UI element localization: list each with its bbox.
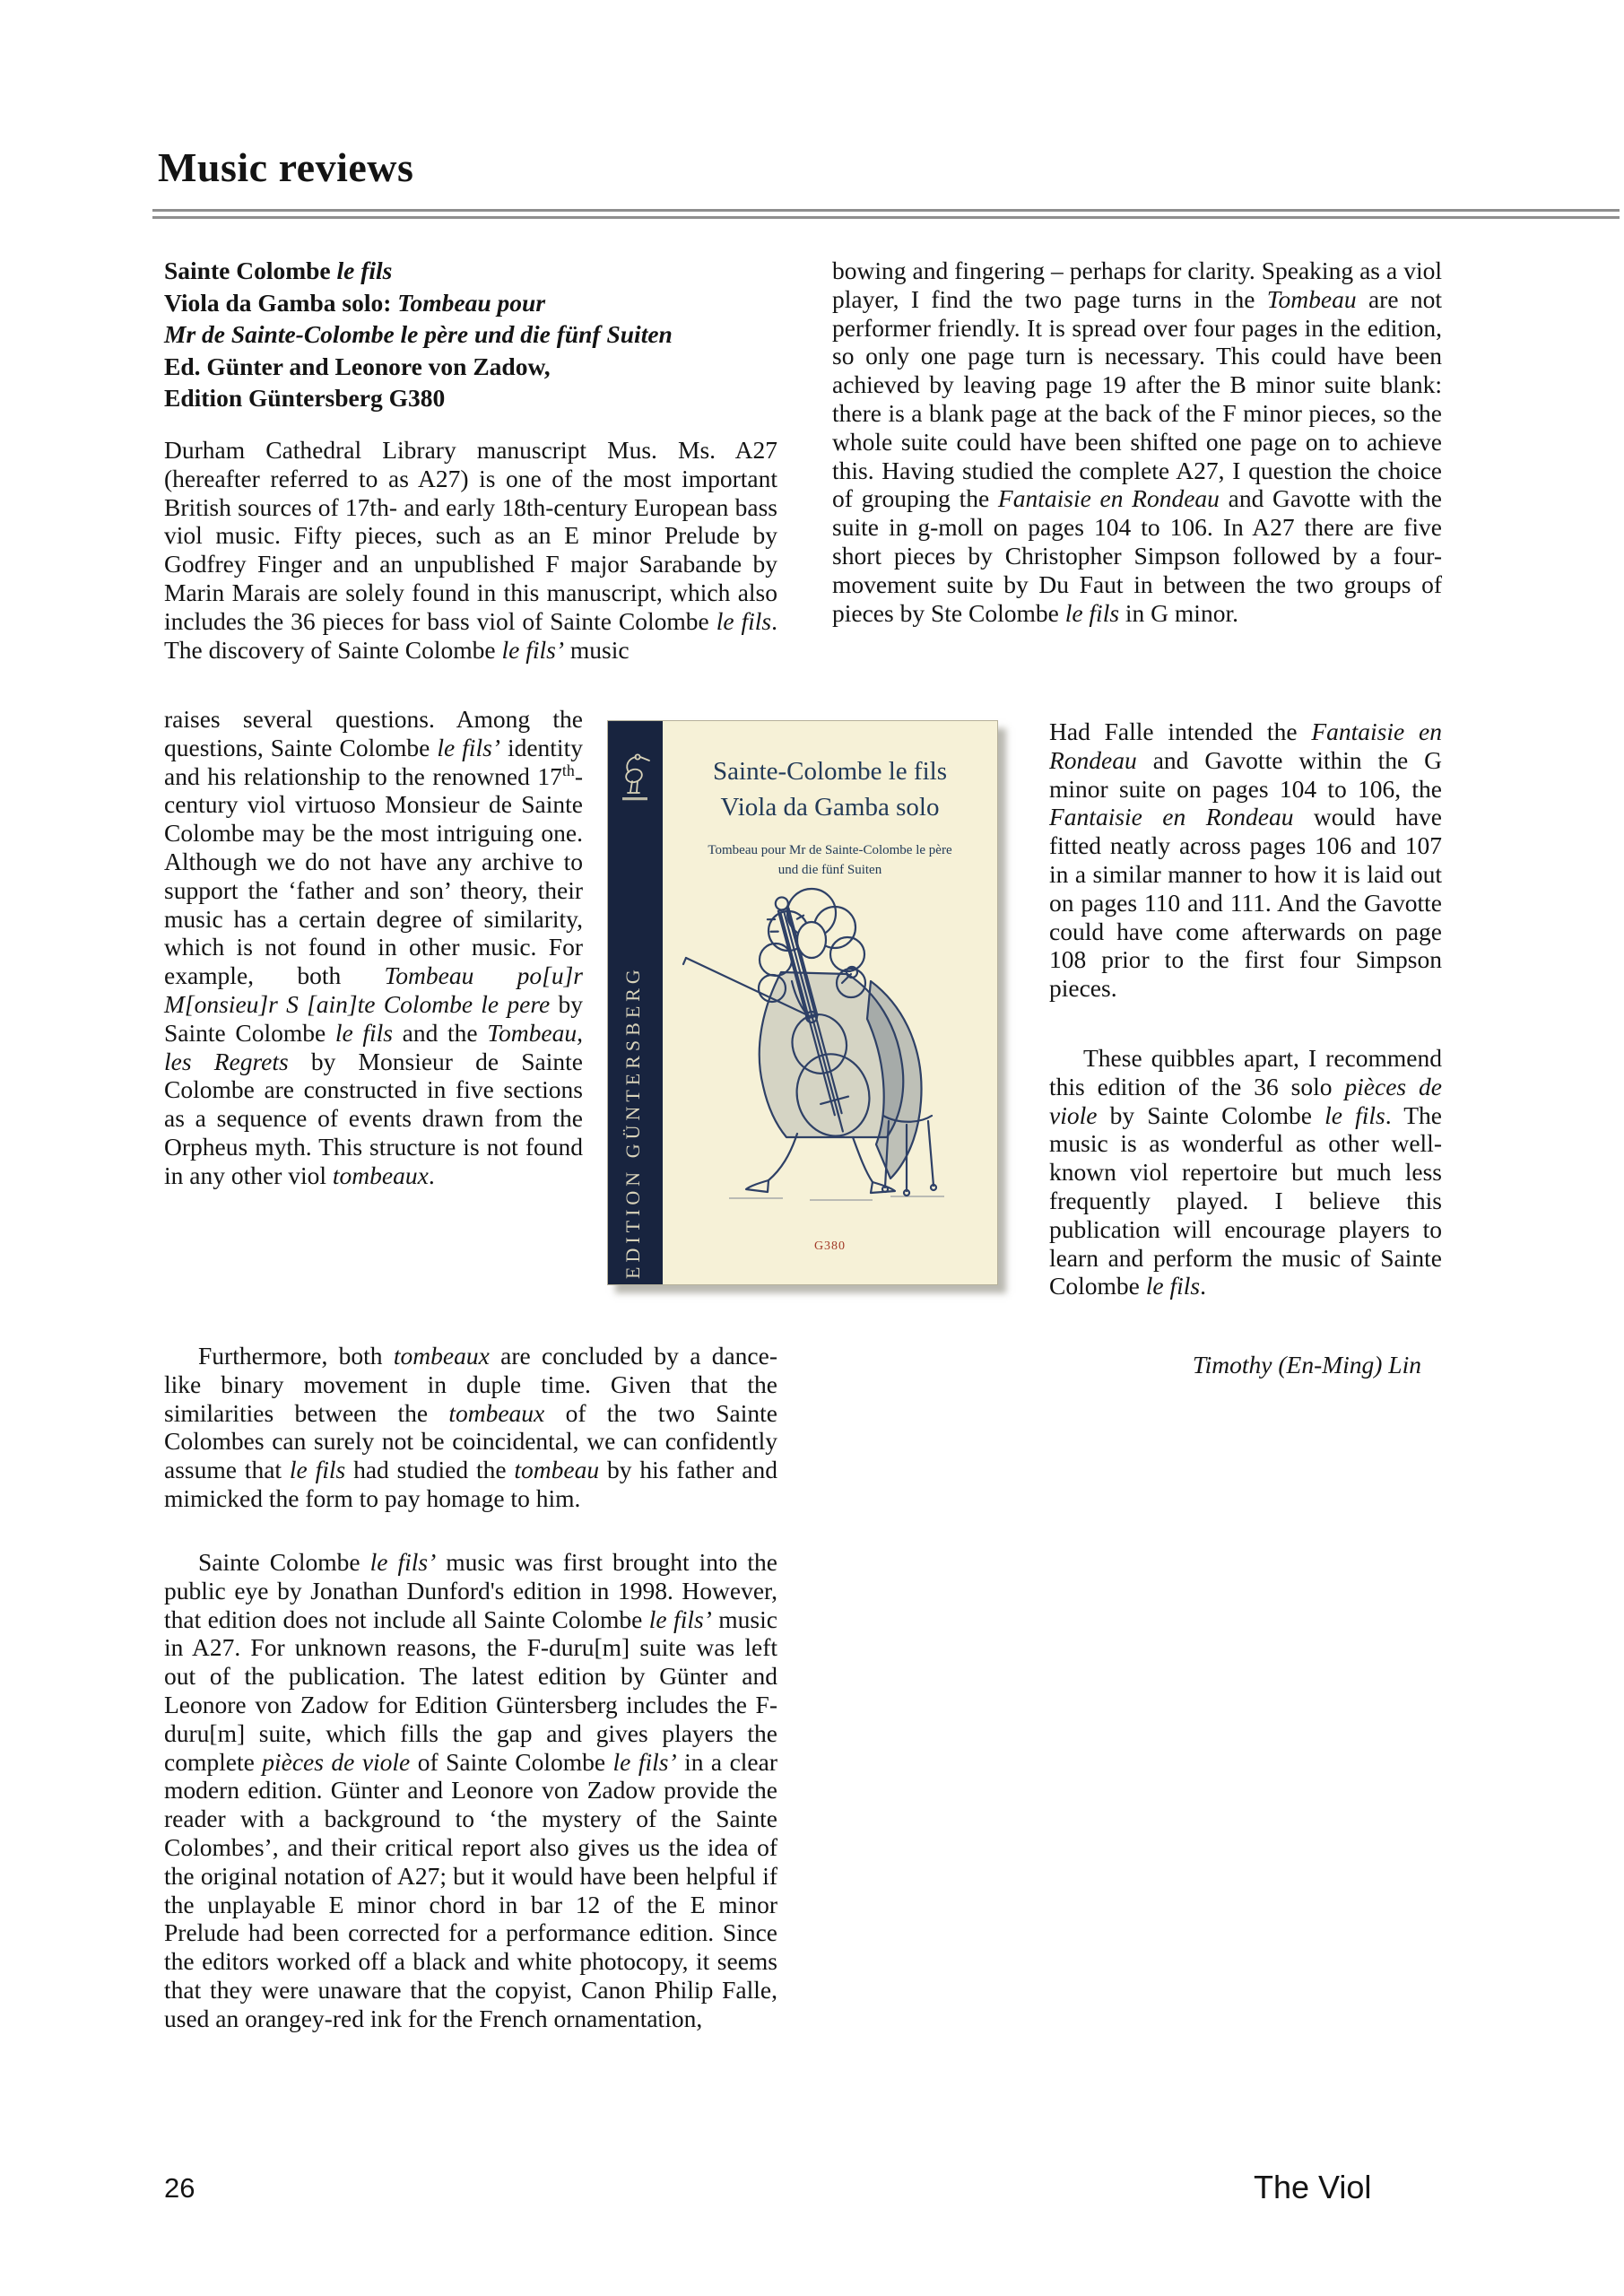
review-paragraph-3: Sainte Colombe le fils’ music was first brought into the public eye by Jonathan Dunford's edition in 1998. However, that edition does not include all Sainte Colombe le fils’ music in A27. For unknown reasons, the F-duru[m] suite was left out of the publication. The latest edition by Günter and Leonore von Zadow for Edition Güntersberg includes the F-duru[m] suite, which fills the gap and gives players the complete pièces de viole of Sainte Colombe le fils’ in a clear modern edition. Günter and Leonore von Zadow provide the reader with a background to ‘the mystery of the Sainte Colombes’, and their critical report also gives us the idea of the original notation of A27; but it would have been helpful if the unplayable E minor chord in bar 12 of the E minor Prelude had been corrected for a performance edition. Since the editors worked off a black and white photocopy, it seems that they were unaware that the copyist, Canon Philip Falle, used an orangey-red ink for the French ornamentation,: [164, 1548, 777, 2032]
review-heading-line: Mr de Sainte-Colombe le père und die fünf Suiten: [164, 320, 673, 348]
cover-spine-band: [608, 721, 663, 1284]
book-cover-image: [607, 720, 998, 1285]
review-heading-line: Viola da Gamba solo: Tombeau pour: [164, 288, 546, 317]
review-heading-line: Edition Güntersberg G380: [164, 384, 446, 412]
viol-player-engraving-icon: [675, 875, 971, 1216]
review-paragraph-5: These quibbles apart, I recommend this edition of the 36 solo pièces de viole by Sainte Colombe le fils. The music is as wonderful as other well-known viol repertoire but much less frequently played. I believe this publication will encourage players to learn and perform the music of Sainte Colombe le fils.: [1049, 1044, 1442, 1300]
header-rule-top: [152, 209, 1620, 212]
page-number: 26: [164, 2172, 195, 2204]
header-rule-bottom: [152, 216, 1620, 219]
cover-title-line2: Viola da Gamba solo: [720, 793, 940, 822]
review-paragraph-4-narrow: Had Falle intended the Fantaisie en Rondeau and Gavotte within the G minor suite on pages 104 to 106, the Fantaisie en Rondeau would have fitted neatly across pages 106 and 107 in a similar manner to how it is laid out on pages 110 and 111. And the Gavotte could have come afterwards on page 108 prior to the first four Simpson pieces.: [1049, 718, 1442, 1003]
cover-subtitle-line1: Tombeau pour Mr de Sainte-Colombe le père: [708, 843, 952, 857]
cover-subtitle-line2: und die fünf Suiten: [777, 863, 882, 877]
page-title: Music reviews: [158, 144, 414, 190]
review-paragraph-4-wide: bowing and fingering – perhaps for clarity. Speaking as a viol player, I find the two page turns in the Tombeau are not performer friendly. It is spread over four pages in the edition, so only one page turn is necessary. This could have been achieved by leaving page 19 after the B minor suite blank: there is a blank page at the back of the F minor pieces, so the whole suite could have been shifted one page on to achieve this. Having studied the complete A27, I question the choice of grouping the Fantaisie en Rondeau and Gavotte with the suite in g-moll on pages 104 to 106. In A27 there are five short pieces by Christopher Simpson followed by a four-movement suite by Du Faut in between the two groups of pieces by Ste Colombe le fils in G minor.: [832, 257, 1443, 627]
review-paragraph-2: Furthermore, both tombeaux are concluded by a dance-like binary movement in duple time. Given that the similarities between the tombeaux of the two Sainte Colombes can surely not be coincidental, we can confidently assume that le fils had studied the tombeau by his father and mimicked the form to pay homage to him.: [164, 1342, 778, 1512]
review-paragraph-1-wide: Durham Cathedral Library manuscript Mus. Ms. A27 (hereafter referred to as A27) is one of the most important British sources of 17th- and early 18th-century European bass viol music. Fifty pieces, such as an E minor Prelude by Godfrey Finger and an unpublished F major Sarabande by Marin Marais are solely found in this manuscript, which also includes the 36 pieces for bass viol of Sainte Colombe le fils. The discovery of Sainte Colombe le fils’ music: [164, 436, 777, 664]
review-heading-line: Ed. Günter and Leonore von Zadow,: [164, 352, 551, 380]
cover-catalog-number: G380: [813, 1239, 847, 1253]
reviewer-signature: Timothy (En-Ming) Lin: [1192, 1351, 1421, 1378]
cover-title-line1: Sainte-Colombe le fils: [713, 757, 947, 786]
review-paragraph-1-narrow: raises several questions. Among the questions, Sainte Colombe le fils’ identity and his relationship to the renowned 17th-century viol virtuoso Monsieur de Sainte Colombe may be the most intriguing one. Although we do not have any archive to support the ‘father and son’ theory, their music has a certain degree of similarity, which is not found in other music. For example, both Tombeau po[u]r M[onsieu]r S [ain]te Colombe le pere by Sainte Colombe le fils and the Tombeau, les Regrets by Monsieur de Sainte Colombe are constructed in five sections as a sequence of events drawn from the Orpheus myth. This structure is not found in any other viol tombeaux.: [164, 705, 583, 1189]
review-heading: [164, 255, 792, 414]
journal-name: The Viol: [1254, 2169, 1372, 2205]
review-heading-line: Sainte Colombe le fils: [164, 257, 393, 284]
heron-icon: [617, 752, 653, 807]
cover-spine-text: EDITION GÜNTERSBERG: [621, 965, 644, 1279]
